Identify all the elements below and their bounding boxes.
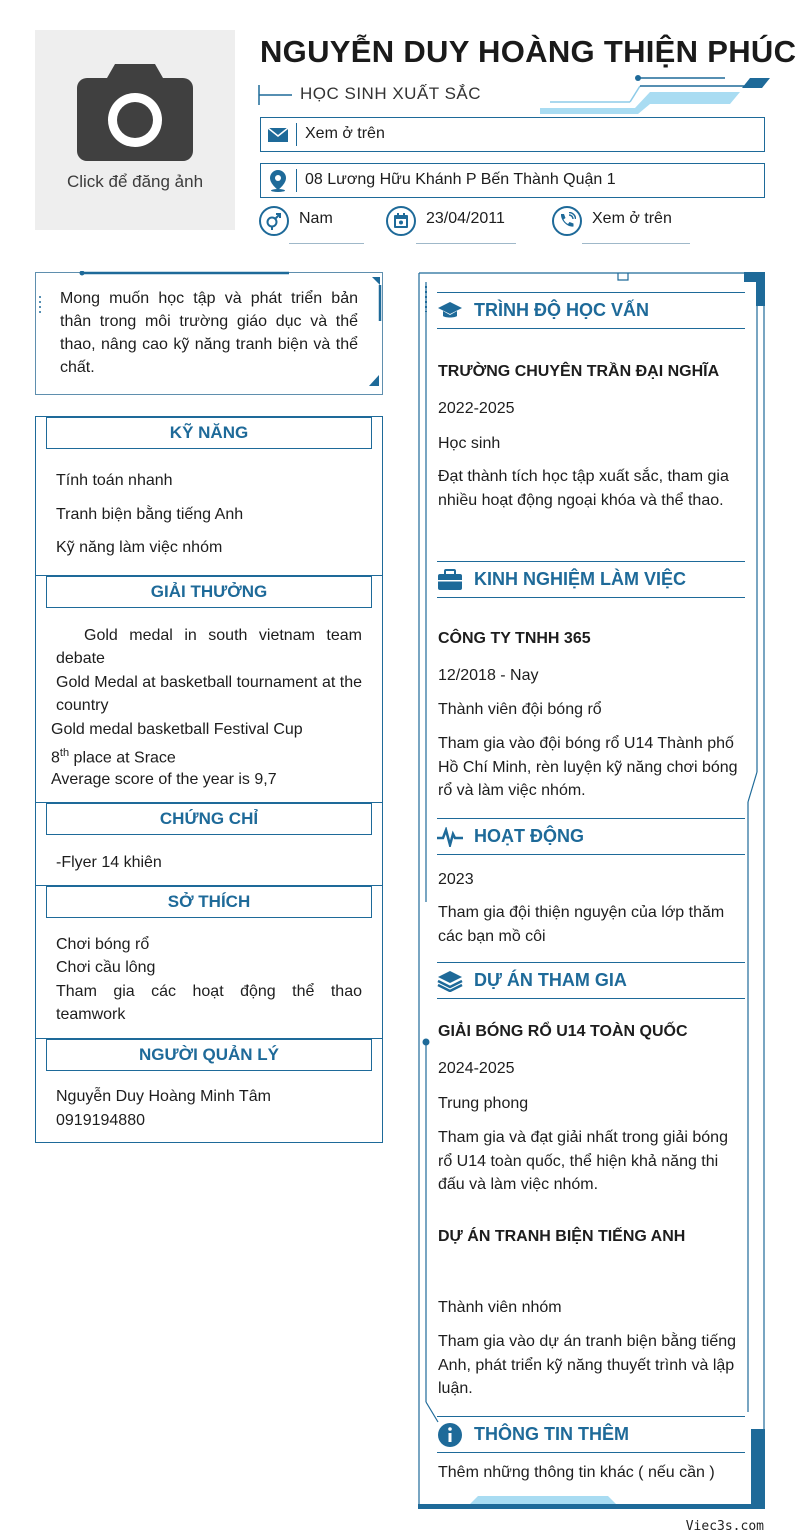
extra-info-heading: THÔNG TIN THÊM (474, 1424, 629, 1444)
gender-icon (259, 206, 289, 236)
email-value: Xem ở trên (305, 125, 385, 142)
objective-text: Mong muốn học tập và phát triển bản thân trong môi trường giáo dục và thể thao, nâng cao kỹ năng tranh biện và thể chất. (60, 290, 358, 376)
activities-section-header (437, 818, 745, 855)
education-description: Đạt thành tích học tập xuất sắc, tham gia nhiều hoạt động ngoại khóa và thể thao. (438, 468, 729, 509)
experience-section-header (437, 561, 745, 598)
gender-field[interactable] (259, 206, 364, 246)
extra-info-description: Thêm những thông tin khác ( nếu cần ) (438, 1464, 715, 1481)
skill-item: Tranh biện bằng tiếng Anh (56, 506, 244, 523)
hobbies-heading: SỞ THÍCH (46, 886, 372, 918)
email-field[interactable] (260, 117, 765, 152)
award-item: 8th place at Srace (51, 747, 176, 767)
manager-phone: 0919194880 (56, 1112, 145, 1129)
layers-icon (437, 969, 463, 993)
graduation-cap-icon (437, 299, 463, 323)
skill-item: Tính toán nhanh (56, 472, 173, 489)
activities-year: 2023 (438, 871, 474, 888)
left-column (35, 416, 383, 1143)
experience-heading: KINH NGHIỆM LÀM VIỆC (474, 569, 687, 589)
full-name: NGUYỄN DUY HOÀNG THIỆN PHÚC (260, 34, 797, 69)
hobby-item: Chơi cầu lông (56, 959, 156, 976)
camera-icon (75, 60, 195, 165)
title-line-decoration (258, 84, 294, 106)
extra-info-section-header (437, 1416, 745, 1453)
objective-box (35, 272, 383, 395)
pulse-icon (437, 825, 463, 849)
award-item: Gold Medal at basketball tournament at the country (56, 674, 362, 714)
hobby-item: Tham gia các hoạt động thể thao teamwork (56, 983, 362, 1023)
education-heading: TRÌNH ĐỘ HỌC VẤN (474, 300, 649, 320)
education-school: TRƯỜNG CHUYÊN TRẦN ĐẠI NGHĨA (438, 363, 720, 380)
envelope-icon (261, 118, 295, 151)
award-item: Gold medal in south vietnam team debate (56, 627, 362, 667)
project-description: Tham gia và đạt giải nhất trong giải bóng rổ U14 toàn quốc, thể hiện khả năng thi đấu và làm việc nhóm. (438, 1129, 728, 1193)
manager-heading: NGƯỜI QUẢN LÝ (46, 1039, 372, 1071)
address-value: 08 Lương Hữu Khánh P Bến Thành Quận 1 (305, 171, 616, 188)
experience-description: Tham gia vào đội bóng rổ U14 Thành phố Hồ Chí Minh, rèn luyện kỹ năng chơi bóng rổ và làm việc nhóm. (438, 735, 738, 799)
certificate-item: -Flyer 14 khiên (56, 854, 162, 871)
gender-value: Nam (299, 210, 333, 227)
phone-value: Xem ở trên (592, 210, 672, 227)
photo-caption: Click để đăng ảnh (66, 172, 204, 191)
skills-heading: KỸ NĂNG (46, 417, 372, 449)
award-item: Average score of the year is 9,7 (51, 771, 277, 788)
manager-name: Nguyễn Duy Hoàng Minh Tâm (56, 1088, 271, 1105)
phone-icon (552, 206, 582, 236)
job-title: HỌC SINH XUẤT SẮC (300, 84, 482, 103)
projects-heading: DỰ ÁN THAM GIA (474, 970, 627, 990)
education-section-header (437, 292, 745, 329)
footer-brand: Viec3s.com (685, 1519, 764, 1534)
calendar-icon (386, 206, 416, 236)
circuit-decoration (540, 74, 770, 114)
info-icon (437, 1423, 463, 1447)
projects-section-header (437, 962, 745, 999)
project-role: Thành viên nhóm (438, 1299, 562, 1316)
certificates-heading: CHỨNG CHỈ (46, 803, 372, 835)
project-description: Tham gia vào dự án tranh biện bằng tiếng Anh, phát triển kỹ năng thuyết trình và lập luận. (438, 1333, 737, 1397)
experience-company: CÔNG TY TNHH 365 (438, 630, 591, 647)
project-name: DỰ ÁN TRANH BIỆN TIẾNG ANH (438, 1228, 686, 1245)
photo-upload[interactable] (35, 30, 235, 230)
experience-period: 12/2018 - Nay (438, 667, 539, 684)
experience-role: Thành viên đội bóng rổ (438, 701, 602, 718)
activities-heading: HOẠT ĐỘNG (474, 826, 584, 846)
project-role: Trung phong (438, 1095, 529, 1112)
skill-item: Kỹ năng làm việc nhóm (56, 539, 223, 556)
phone-field[interactable] (552, 206, 690, 246)
project-name: GIẢI BÓNG RỔ U14 TOÀN QUỐC (438, 1023, 688, 1040)
project-period: 2024-2025 (438, 1060, 515, 1077)
education-role: Học sinh (438, 435, 501, 452)
briefcase-icon (437, 568, 463, 592)
award-item: Gold medal basketball Festival Cup (51, 721, 303, 738)
awards-heading: GIẢI THƯỞNG (46, 576, 372, 608)
address-field[interactable] (260, 163, 765, 198)
birthday-value: 23/04/2011 (426, 210, 505, 227)
location-pin-icon (261, 164, 295, 197)
education-period: 2022-2025 (438, 400, 515, 417)
activities-description: Tham gia đội thiện nguyện của lớp thăm các bạn mồ côi (438, 904, 725, 945)
birthday-field[interactable] (386, 206, 516, 246)
hobby-item: Chơi bóng rổ (56, 936, 150, 953)
